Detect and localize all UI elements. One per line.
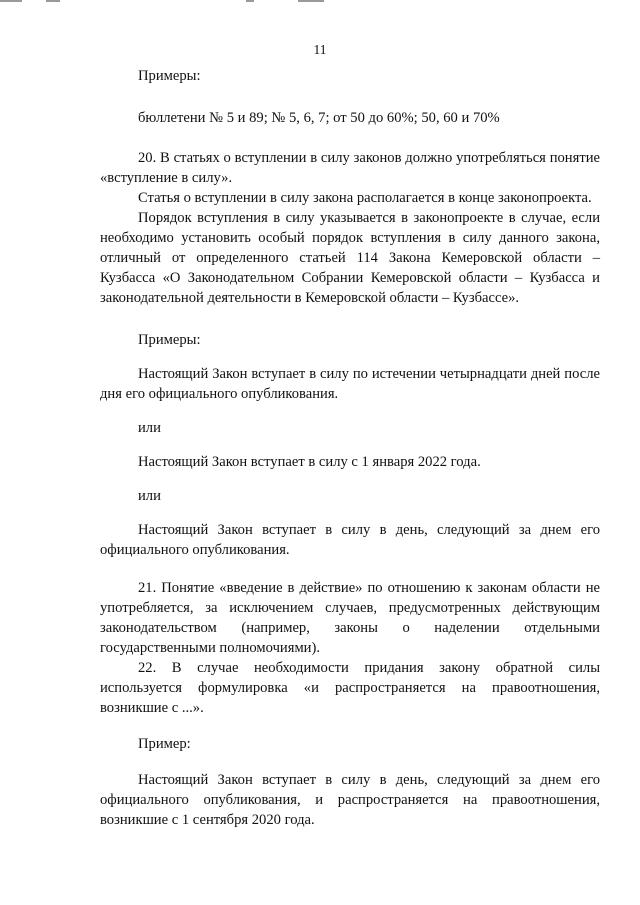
paragraph-article-location: Статья о вступлении в силу закона располагается в конце законопроекта. — [138, 190, 592, 206]
examples-label: Примеры: — [138, 68, 201, 84]
example-label: Пример: — [138, 736, 191, 752]
or-separator: или — [138, 488, 161, 504]
paragraph-20: 20. В статьях о вступлении в силу законов должно употребляться понятие «вступление в силу». — [100, 150, 600, 186]
paragraph-22: 22. В случае необходимости придания закону обратной силы используется формулировка «и распространяется на правоотношения, возникшие с ...». — [100, 660, 600, 716]
paragraph-21: 21. Понятие «введение в действие» по отношению к законам области не употребляется, за исключением случаев, предусмотренных действующим законодательством (например, законы о наделении отдельными государственными полномочиями). — [100, 580, 600, 656]
paragraph-procedure: Порядок вступления в силу указывается в законопроекте в случае, если необходимо установить особый порядок вступления в силу данного закона, отличный от определенного статьей 114 Закона Кемеровской области – Кузбасса «О Законодательном Собрании Кемеровской области – Кузбасса и законодательной деятельности в Кемеровской области – Кузбассе». — [100, 210, 600, 306]
examples-label: Примеры: — [138, 332, 201, 348]
bulletins-example: бюллетени № 5 и 89; № 5, 6, 7; от 50 до 60%; 50, 60 и 70% — [138, 110, 500, 126]
page-number: 11 — [313, 42, 327, 57]
or-separator: или — [138, 420, 161, 436]
scan-edge-marks — [0, 0, 640, 6]
example-january-2022: Настоящий Закон вступает в силу с 1 января 2022 года. — [138, 454, 481, 470]
example-retroactive: Настоящий Закон вступает в силу в день, следующий за днем его официального опубликования, и распространяется на правоотношения, возникшие с 1 сентября 2020 года. — [100, 772, 600, 828]
example-fourteen-days: Настоящий Закон вступает в силу по истечении четырнадцати дней после дня его официального опубликования. — [100, 366, 600, 402]
example-next-day: Настоящий Закон вступает в силу в день, следующий за днем его официального опубликования. — [100, 522, 600, 558]
document-body — [100, 66, 600, 830]
